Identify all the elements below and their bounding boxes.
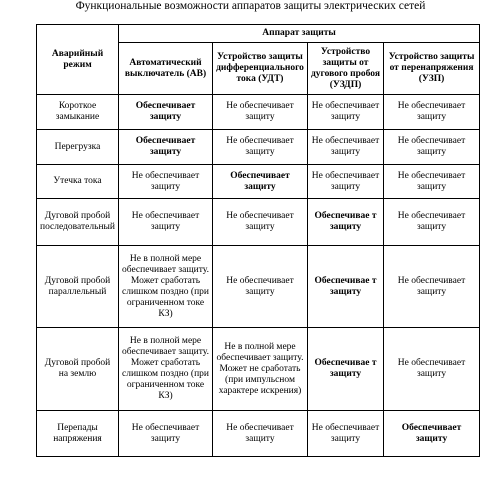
table-cell: Обеспечивает защиту: [213, 165, 308, 199]
table-cell: Не обеспечивает защиту: [384, 246, 480, 328]
table-cell: Не обеспечивает защиту: [213, 246, 308, 328]
table-cell: Не обеспечивает защиту: [119, 411, 213, 457]
table-cell: Не обеспечивает защиту: [384, 95, 480, 130]
page-title: Функциональные возможности аппаратов защиты электрических сетей: [75, 0, 426, 12]
table-cell: Обеспечивае т защиту: [308, 199, 384, 246]
group-header: Аппарат защиты: [119, 25, 480, 43]
table-row: [37, 165, 480, 199]
table-body: [37, 95, 480, 457]
table-cell: Не обеспечивает защиту: [384, 328, 480, 411]
table-cell: Не обеспечивает защиту: [119, 199, 213, 246]
table-cell: Не обеспечивает защиту: [384, 165, 480, 199]
table-cell: Не обеспечивает защиту: [119, 165, 213, 199]
row-mode-label: Перегрузка: [37, 130, 119, 165]
table-cell: Не обеспечивает защиту: [213, 411, 308, 457]
table-row: [37, 246, 480, 328]
column-header-uzp: Устройство защиты от перенапряжения (УЗП): [384, 43, 480, 95]
row-mode-label: Короткое замыкание: [37, 95, 119, 130]
table-cell: Не в полной мере обеспечивает защиту. Может сработать слишком поздно (при ограниченном токе КЗ): [119, 246, 213, 328]
table-row: [37, 328, 480, 411]
row-mode-label: Дуговой пробой последовательный: [37, 199, 119, 246]
table-cell: Обеспечивае т защиту: [308, 246, 384, 328]
table-cell: Не обеспечивает защиту: [308, 130, 384, 165]
table-cell: Обеспечивает защиту: [384, 411, 480, 457]
row-mode-label: Дуговой пробой на землю: [37, 328, 119, 411]
table-cell: Не обеспечивает защиту: [213, 199, 308, 246]
table-cell: Не в полной мере обеспечивает защиту. Может сработать слишком поздно (при ограниченном токе КЗ): [119, 328, 213, 411]
row-mode-label: Перепады напряжения: [37, 411, 119, 457]
column-header-uzdp: Устройство защиты от дугового пробоя (УЗДП): [308, 43, 384, 95]
table-row: [37, 411, 480, 457]
table-cell: Не обеспечивает защиту: [308, 95, 384, 130]
corner-header: Аварийный режим: [37, 25, 119, 95]
table-cell: Не обеспечивает защиту: [384, 199, 480, 246]
column-header-udt: Устройство защиты дифференциального тока (УДТ): [213, 43, 308, 95]
table-cell: Обеспечивает защиту: [119, 130, 213, 165]
table-cell: Не обеспечивает защиту: [308, 411, 384, 457]
table-cell: Не обеспечивает защиту: [384, 130, 480, 165]
column-header-av: Автоматический выключатель (АВ): [119, 43, 213, 95]
table-cell: Не в полной мере обеспечивает защиту. Может не сработать (при импульсном характере искрения): [213, 328, 308, 411]
table-row: [37, 130, 480, 165]
table-cell: Обеспечивае т защиту: [308, 328, 384, 411]
table-cell: Обеспечивает защиту: [119, 95, 213, 130]
table-cell: Не обеспечивает защиту: [213, 95, 308, 130]
table-row: [37, 95, 480, 130]
header-row-group: [37, 25, 480, 43]
table-row: [37, 199, 480, 246]
row-mode-label: Дуговой пробой параллельный: [37, 246, 119, 328]
table-cell: Не обеспечивает защиту: [308, 165, 384, 199]
protection-table: [36, 24, 480, 457]
table-cell: Не обеспечивает защиту: [213, 130, 308, 165]
row-mode-label: Утечка тока: [37, 165, 119, 199]
